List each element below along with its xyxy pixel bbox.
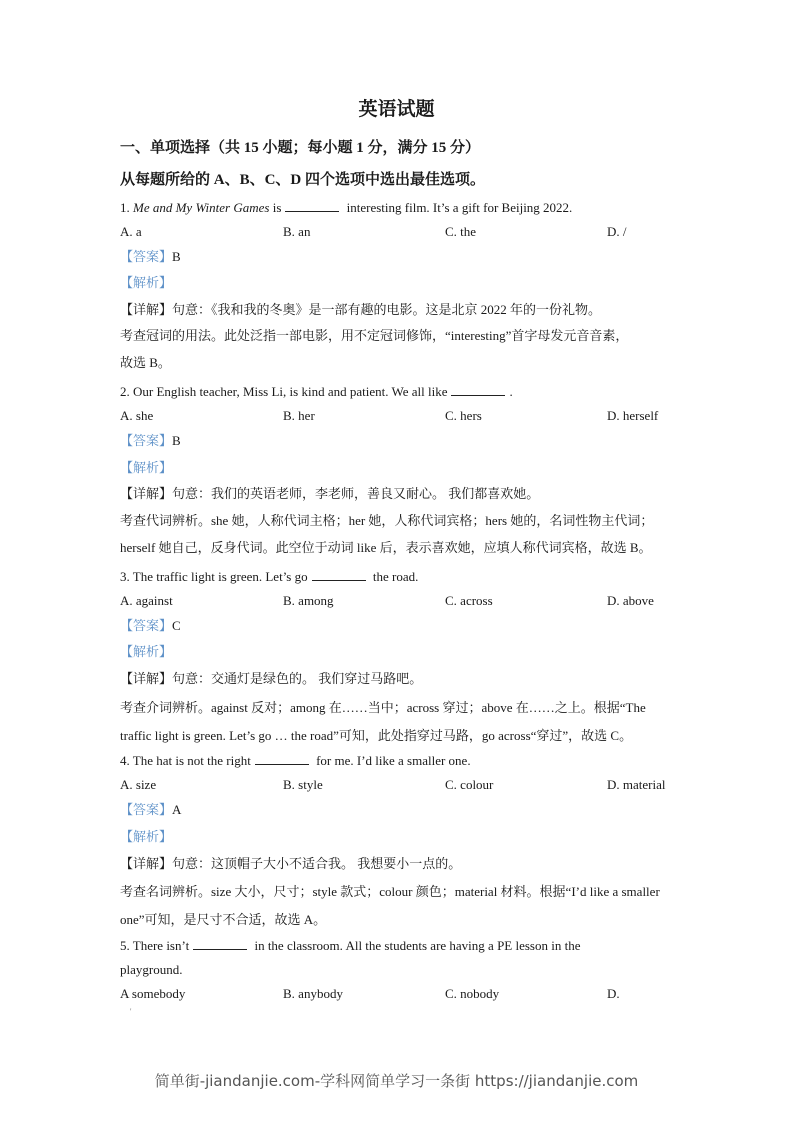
answer-value: B bbox=[172, 249, 181, 264]
answer-value: C bbox=[172, 618, 181, 633]
option-a: A. she bbox=[120, 408, 154, 423]
stem-text: 3. The traffic light is green. Let’s go bbox=[120, 569, 308, 584]
detail-line bbox=[120, 540, 652, 556]
option-c: C. the bbox=[445, 224, 477, 239]
stem-text: 4. The hat is not the right bbox=[120, 753, 251, 768]
option-c: C. nobody bbox=[445, 986, 500, 1001]
option-b: B. anybody bbox=[283, 986, 343, 1001]
stem-text: in the classroom. All the students are having a PE lesson in the bbox=[251, 938, 581, 953]
stem-text: 5. There isn’t bbox=[120, 938, 190, 953]
answer-value: B bbox=[172, 433, 181, 448]
answer-line bbox=[120, 802, 181, 818]
stem-text: . bbox=[509, 384, 513, 399]
question-stem bbox=[120, 384, 513, 400]
option-d: D. material bbox=[607, 777, 666, 792]
stem-text: is bbox=[269, 200, 282, 215]
option-b: B. style bbox=[283, 777, 323, 792]
detail-text: traffic light is green. Let’s go … the road”可知，此处指穿过马路，go across“穿过”，故选 C。 bbox=[120, 728, 633, 743]
detail-line bbox=[120, 700, 646, 716]
detail-line bbox=[120, 355, 171, 371]
answer-label: 【答案】 bbox=[120, 802, 173, 817]
option-c: C. hers bbox=[445, 408, 482, 423]
answer-label: 【答案】 bbox=[120, 618, 173, 633]
footer-watermark: 简单街-jiandanjie.com-学科网简单学习一条街 https://jiandanjie.com bbox=[154, 1072, 639, 1090]
section-heading: 一、单项选择（共 15 小题；每小题 1 分，满分 15 分） bbox=[120, 140, 481, 156]
page-title: 英语试题 bbox=[358, 99, 435, 120]
question-stem bbox=[120, 569, 418, 585]
detail-label: 【详解】 bbox=[120, 486, 173, 501]
detail-line bbox=[120, 671, 422, 687]
answer-blank bbox=[255, 753, 309, 765]
option-a: A. against bbox=[120, 593, 173, 608]
option-d: D. bbox=[607, 986, 620, 1001]
answer-blank bbox=[451, 384, 505, 396]
answer-blank bbox=[312, 569, 366, 581]
answer-value: A bbox=[172, 802, 182, 817]
option-c: C. across bbox=[445, 593, 493, 608]
film-title: Me and My Winter Games bbox=[133, 200, 270, 215]
detail-text: 句意：《我和我的冬奥》是一部有趣的电影。这是北京 2022 年的一份礼物。 bbox=[172, 302, 602, 317]
answer-blank bbox=[285, 200, 339, 212]
analysis-label: 【解析】 bbox=[120, 275, 173, 290]
option-a: A. size bbox=[120, 777, 157, 792]
stem-text: the road. bbox=[369, 569, 419, 584]
detail-label: 【详解】 bbox=[120, 671, 173, 686]
option-b: B. among bbox=[283, 593, 334, 608]
option-c: C. colour bbox=[445, 777, 494, 792]
option-d: D. above bbox=[607, 593, 654, 608]
stem-text: 2. Our English teacher, Miss Li, is kind and patient. We all like bbox=[120, 384, 448, 399]
stem-text: interesting film. It’s a gift for Beijing 2022. bbox=[343, 200, 573, 215]
stray-mark: ' bbox=[130, 1007, 132, 1016]
detail-text: herself 她自己，反身代词。此空位于动词 like 后，表示喜欢她，应填人称代词宾格，故选 B。 bbox=[120, 540, 652, 555]
answer-blank bbox=[193, 938, 247, 950]
option-b: B. an bbox=[283, 224, 311, 239]
option-a: A. a bbox=[120, 224, 142, 239]
detail-text: one”可知，是尺寸不合适，故选 A。 bbox=[120, 912, 327, 927]
answer-line bbox=[120, 433, 181, 449]
detail-text: 考查冠词的用法。此处泛指一部电影，用不定冠词修饰，“interesting”首字母发元音音素， bbox=[120, 328, 629, 343]
detail-text: 考查代词辨析。she 她，人称代词主格；her 她，人称代词宾格；hers 她的，名词性物主代词； bbox=[120, 513, 654, 528]
option-d: D. herself bbox=[607, 408, 659, 423]
stem-text: for me. I’d like a smaller one. bbox=[312, 753, 471, 768]
detail-line bbox=[120, 728, 632, 744]
detail-line bbox=[120, 302, 601, 318]
detail-line bbox=[120, 513, 653, 529]
detail-text: 句意：这顶帽子大小不适合我。 我想要小一点的。 bbox=[172, 856, 462, 871]
detail-label: 【详解】 bbox=[120, 856, 173, 871]
stem-text: 1. bbox=[120, 200, 133, 215]
option-d: D. / bbox=[607, 224, 627, 239]
question-stem bbox=[120, 938, 580, 954]
detail-line bbox=[120, 884, 660, 900]
analysis-label: 【解析】 bbox=[120, 460, 173, 475]
answer-line bbox=[120, 618, 181, 634]
answer-label: 【答案】 bbox=[120, 249, 173, 264]
detail-text: 句意：我们的英语老师，李老师，善良又耐心。 我们都喜欢她。 bbox=[172, 486, 540, 501]
detail-text: 考查名词辨析。size 大小，尺寸；style 款式；colour 颜色；material 材料。根据“I’d like a smaller bbox=[120, 884, 660, 899]
question-stem bbox=[120, 200, 572, 216]
analysis-label: 【解析】 bbox=[120, 644, 173, 659]
question-stem bbox=[120, 753, 471, 769]
detail-line bbox=[120, 912, 326, 928]
detail-text: 故选 B。 bbox=[120, 355, 171, 370]
detail-line bbox=[120, 486, 539, 502]
answer-label: 【答案】 bbox=[120, 433, 173, 448]
question-stem-continued: playground. bbox=[120, 962, 183, 977]
option-a: A somebody bbox=[120, 986, 186, 1001]
detail-text: 考查介词辨析。against 反对；among 在……当中；across 穿过；above 在……之上。根据“The bbox=[120, 700, 646, 715]
analysis-label: 【解析】 bbox=[120, 829, 173, 844]
detail-label: 【详解】 bbox=[120, 302, 173, 317]
detail-line bbox=[120, 328, 628, 344]
detail-line bbox=[120, 856, 461, 872]
instruction: 从每题所给的 A、B、C、D 四个选项中选出最佳选项。 bbox=[120, 172, 486, 188]
answer-line bbox=[120, 249, 181, 265]
italic-wrap bbox=[133, 200, 269, 215]
detail-text: 句意：交通灯是绿色的。 我们穿过马路吧。 bbox=[172, 671, 423, 686]
option-b: B. her bbox=[283, 408, 315, 423]
